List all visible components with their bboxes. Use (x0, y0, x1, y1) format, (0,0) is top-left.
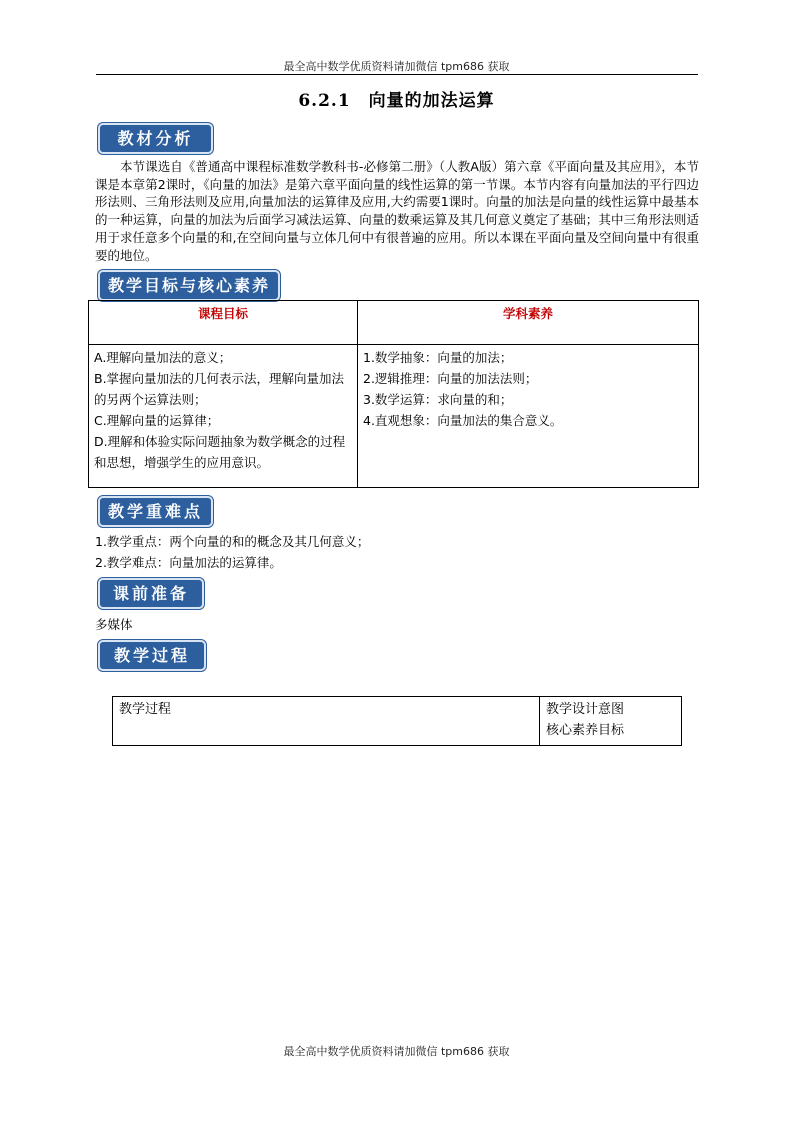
core-literacy-label: 核心素养目标 (546, 723, 625, 738)
key-point-item: 1.教学重点：两个向量的和的概念及其几何意义； (95, 534, 370, 549)
key-point-item: 2.教学难点：向量加法的运算律。 (95, 555, 282, 570)
page-header: 最全高中数学优质资料请加微信 tpm686 获取 (283, 60, 510, 73)
analysis-paragraph: 本节课选自《普通高中课程标准数学教科书-必修第二册》（人教A版）第六章《平面向量及其应用》，本节课是本章第2课时，《向量的加法》是第六章平面向量的线性运算的第一节课。本节内容有向量加法的平行四边形法则、三角形法则及应用,向量加法的运算律及应用,大约需要1课时。向量的加法是向量的线性运算中最基本的一种运算，向量的加法为后面学习减法运算、向量的数乘运算及其几何意义奠定了基础；其中三角形法则适用于求任意多个向量的和,在空间向量与立体几何中有很普遍的应用。所以本课在平面向量及空间向量中有很重要的地位。 (95, 159, 699, 263)
literacy-item: 4.直观想象：向量加法的集合意义。 (363, 413, 563, 428)
preparation-text: 多媒体 (95, 617, 133, 632)
course-goal-item: C.理解向量的运算律； (94, 413, 220, 428)
header-rule (96, 74, 698, 75)
section-label-key-points: 教学重难点 (98, 496, 213, 527)
literacy-item: 2.逻辑推理：向量的加法法则； (363, 371, 538, 386)
literacy-item: 1.数学抽象：向量的加法； (363, 350, 513, 365)
course-goal-item: A.理解向量加法的意义； (94, 350, 232, 365)
process-table (112, 696, 682, 746)
literacy-goals-cell (358, 345, 699, 488)
course-goal-item: B.掌握向量加法的几何表示法，理解向量加法的另两个运算法则； (94, 371, 345, 407)
goals-header-literacy: 学科素养 (358, 301, 699, 345)
process-col-intent (540, 697, 682, 746)
section-label-process: 教学过程 (98, 640, 206, 671)
goals-table (88, 300, 699, 488)
lesson-title: 6.2.1 向量的加法运算 (298, 91, 495, 111)
section-label-preparation: 课前准备 (98, 578, 204, 609)
goals-header-course: 课程目标 (89, 301, 358, 345)
literacy-item: 3.数学运算：求向量的和； (363, 392, 513, 407)
design-intent-label: 教学设计意图 (546, 702, 625, 717)
course-goals-cell (89, 345, 358, 488)
page-footer: 最全高中数学优质资料请加微信 tpm686 获取 (283, 1045, 510, 1058)
section-label-goals: 教学目标与核心素养 (98, 270, 280, 301)
course-goal-item: D.理解和体验实际问题抽象为数学概念的过程和思想，增强学生的应用意识。 (94, 434, 346, 470)
process-col-main: 教学过程 (113, 697, 540, 746)
section-label-analysis: 教材分析 (98, 123, 213, 154)
